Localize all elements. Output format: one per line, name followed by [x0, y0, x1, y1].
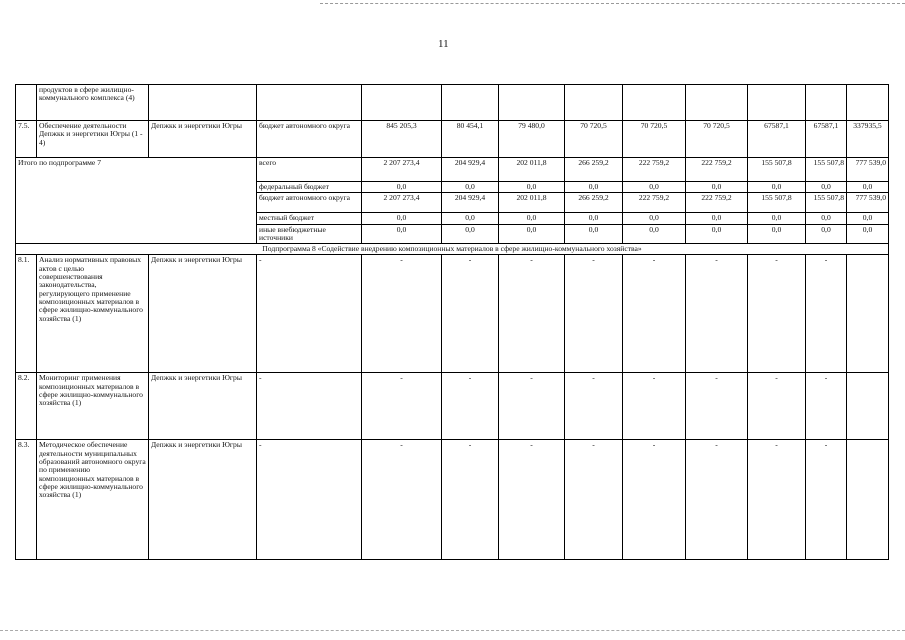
cell-value: 0,0 — [806, 213, 847, 224]
cell-value — [847, 255, 889, 373]
cell-value: 845 205,3 — [362, 121, 442, 158]
cell-value: - — [623, 373, 686, 440]
cell-value: 202 011,8 — [499, 158, 565, 182]
cell-value: 0,0 — [623, 224, 686, 244]
cell-value: 204 929,4 — [442, 158, 499, 182]
cell-value: 0,0 — [748, 224, 806, 244]
cell-value: 0,0 — [442, 213, 499, 224]
cell-value: 80 454,1 — [442, 121, 499, 158]
table-row-total-all — [16, 158, 889, 182]
cell-value: 0,0 — [686, 224, 748, 244]
cell-value: - — [362, 373, 442, 440]
scan-edge-bottom — [0, 630, 905, 632]
cell-value — [847, 440, 889, 560]
cell-value: 777 539,0 — [847, 158, 889, 182]
total-label: Итого по подпрограмме 7 — [16, 158, 257, 244]
cell-value: 0,0 — [442, 182, 499, 193]
cell-value: - — [623, 255, 686, 373]
cell-value: 67587,1 — [748, 121, 806, 158]
cell-value: - — [499, 373, 565, 440]
cell-name: Обеспечение деятельности Депжкк и энергетики Югры (1 - 4) — [37, 121, 149, 158]
cell-value: 0,0 — [748, 213, 806, 224]
cell-value: - — [442, 255, 499, 373]
cell-value: 204 929,4 — [442, 193, 499, 213]
cell-name: продуктов в сфере жилищно-коммунального комплекса (4) — [37, 85, 149, 121]
cell-value: 222 759,2 — [686, 193, 748, 213]
cell-source: бюджет автономного округа — [257, 121, 362, 158]
cell-value: - — [362, 255, 442, 373]
cell-exec: Депжкк и энергетики Югры — [149, 440, 257, 560]
cell-name: Методическое обеспечение деятельности муниципальных образований автономного округа по применению композиционных материалов в сфере жилищно-коммунального хозяйства (1) — [37, 440, 149, 560]
cell-value: 79 480,0 — [499, 121, 565, 158]
cell-value: 0,0 — [565, 224, 623, 244]
cell-value: 0,0 — [686, 213, 748, 224]
cell-value: 0,0 — [565, 213, 623, 224]
cell-value: 266 259,2 — [565, 193, 623, 213]
cell-source: - — [257, 373, 362, 440]
cell-exec: Депжкк и энергетики Югры — [149, 255, 257, 373]
cell-value: 0,0 — [686, 182, 748, 193]
cell-source: бюджет автономного округа — [257, 193, 362, 213]
cell-source: - — [257, 255, 362, 373]
cell-value: 777 539,0 — [847, 193, 889, 213]
cell-source: федеральный бюджет — [257, 182, 362, 193]
cell-value: - — [686, 440, 748, 560]
cell-value: - — [499, 440, 565, 560]
cell-source: местный бюджет — [257, 213, 362, 224]
cell-value: - — [362, 440, 442, 560]
budget-table — [15, 84, 889, 560]
cell-exec: Депжкк и энергетики Югры — [149, 121, 257, 158]
cell-value: 0,0 — [442, 224, 499, 244]
subprogram-title: Подпрограмма 8 «Содействие внедрению композиционных материалов в сфере жилищно-коммунального хозяйства» — [16, 244, 889, 255]
cell-value: - — [686, 373, 748, 440]
table-row-8-3 — [16, 440, 889, 560]
cell-value: - — [623, 440, 686, 560]
cell-value: 0,0 — [847, 213, 889, 224]
cell-value: 0,0 — [806, 224, 847, 244]
cell-value: 70 720,5 — [686, 121, 748, 158]
cell-value: 2 207 273,4 — [362, 193, 442, 213]
cell-value: 337935,5 — [847, 121, 889, 158]
cell-value: 0,0 — [847, 224, 889, 244]
cell-value: 155 507,8 — [806, 193, 847, 213]
cell-value: 222 759,2 — [686, 158, 748, 182]
cell-value: - — [748, 440, 806, 560]
cell-value: 0,0 — [362, 213, 442, 224]
cell-value: 222 759,2 — [623, 193, 686, 213]
cell-value: 0,0 — [499, 213, 565, 224]
cell-value: 0,0 — [806, 182, 847, 193]
cell-value — [847, 373, 889, 440]
cell-value: - — [806, 440, 847, 560]
cell-value: - — [565, 255, 623, 373]
table-row-continued — [16, 85, 889, 121]
cell-exec: Депжкк и энергетики Югры — [149, 373, 257, 440]
cell-value: - — [806, 373, 847, 440]
cell-source: - — [257, 440, 362, 560]
page-number: 11 — [438, 38, 449, 50]
cell-name: Анализ нормативных правовых актов с целью совершенствования законодательства, регулирующего применение композиционных материалов в сфере жилищно-коммунального хозяйства (1) — [37, 255, 149, 373]
cell-value: - — [442, 373, 499, 440]
cell-value: 266 259,2 — [565, 158, 623, 182]
cell-value: 155 507,8 — [748, 193, 806, 213]
cell-value: - — [686, 255, 748, 373]
cell-value: 0,0 — [362, 224, 442, 244]
table-row-7-5 — [16, 121, 889, 158]
cell-value: 70 720,5 — [565, 121, 623, 158]
cell-value: 0,0 — [565, 182, 623, 193]
cell-value: 0,0 — [499, 182, 565, 193]
cell-value: - — [565, 440, 623, 560]
cell-value: - — [565, 373, 623, 440]
cell-value: 222 759,2 — [623, 158, 686, 182]
cell-num: 8.2. — [16, 373, 37, 440]
cell-value: 67587,1 — [806, 121, 847, 158]
cell-value: - — [748, 255, 806, 373]
cell-value: 70 720,5 — [623, 121, 686, 158]
cell-value: 2 207 273,4 — [362, 158, 442, 182]
cell-value: 0,0 — [847, 182, 889, 193]
cell-value: 0,0 — [499, 224, 565, 244]
cell-num: 8.1. — [16, 255, 37, 373]
table-row-8-1 — [16, 255, 889, 373]
cell-value: 0,0 — [748, 182, 806, 193]
cell-value: 155 507,8 — [748, 158, 806, 182]
scan-edge-top — [320, 3, 905, 5]
cell-value: 0,0 — [362, 182, 442, 193]
cell-value: - — [499, 255, 565, 373]
cell-name: Мониторинг применения композиционных материалов в сфере жилищно-коммунального хозяйства (1) — [37, 373, 149, 440]
cell-value: 0,0 — [623, 213, 686, 224]
cell-value: 155 507,8 — [806, 158, 847, 182]
cell-value: - — [442, 440, 499, 560]
cell-source: иные внебюджетные источники — [257, 224, 362, 244]
cell-num: 8.3. — [16, 440, 37, 560]
cell-source: всего — [257, 158, 362, 182]
table-row-8-2 — [16, 373, 889, 440]
cell-value: - — [748, 373, 806, 440]
cell-value: 202 011,8 — [499, 193, 565, 213]
subprogram-header-row — [16, 244, 889, 255]
cell-value: 0,0 — [623, 182, 686, 193]
cell-num: 7.5. — [16, 121, 37, 158]
cell-value: - — [806, 255, 847, 373]
